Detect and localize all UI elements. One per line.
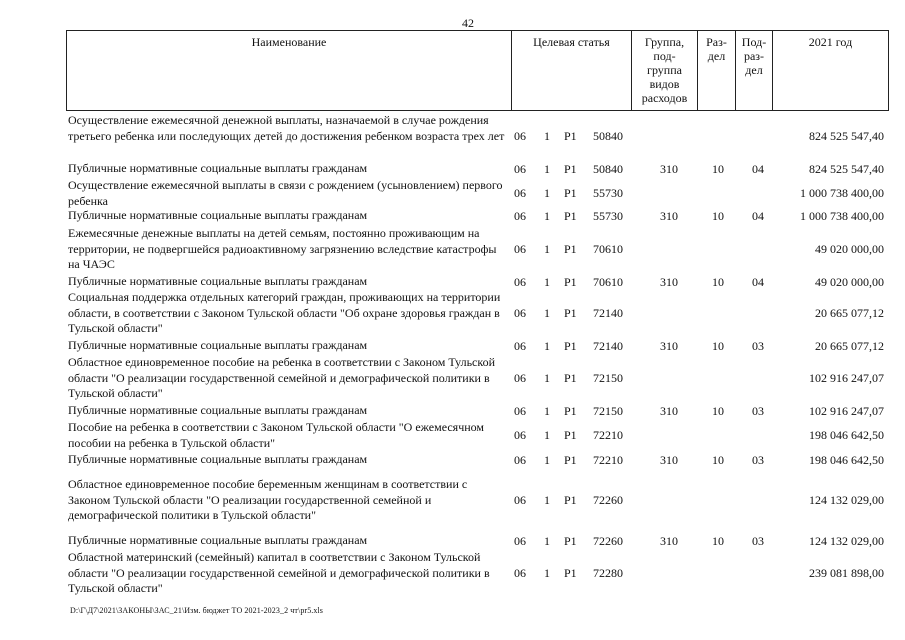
header-section xyxy=(698,31,736,110)
row-name: Публичные нормативные социальные выплаты гражданам xyxy=(68,403,368,417)
file-path-footer: D:\Г\Д7\2021\ЗАКОНЫ\ЗАС_21\Изм. бюджет ТО 2021-2023_2 чт\pr5.xls xyxy=(70,606,324,615)
row-code-program: 06 xyxy=(514,129,526,143)
header-name-label: Наименование xyxy=(251,35,327,49)
row-section: 10 xyxy=(712,161,724,176)
row-subsection: 03 xyxy=(752,338,764,353)
row-code-program: 06 xyxy=(514,533,526,548)
row-code-direction: 72260 xyxy=(593,493,623,507)
row-expense-group: 310 xyxy=(660,161,678,176)
row-code-subprogram: 1 xyxy=(544,338,550,353)
row-code-direction: 50840 xyxy=(593,161,623,176)
row-amount: 824 525 547,40 xyxy=(809,129,884,143)
table-row xyxy=(0,452,905,468)
row-code-project: P1 xyxy=(564,306,577,320)
header-section-line: Раз- xyxy=(706,35,727,49)
header-subsection xyxy=(736,31,773,110)
row-section: 10 xyxy=(712,274,724,289)
row-name: Социальная поддержка отдельных категорий граждан, проживающих на территории области, в соответствии с Законом Тульской области "Об охране здоровья граждан в Тульской области" xyxy=(68,290,501,335)
row-code-program: 06 xyxy=(514,161,526,176)
table-row xyxy=(0,161,905,177)
row-expense-group: 310 xyxy=(660,274,678,289)
row-code-subprogram: 1 xyxy=(544,208,550,223)
table-row xyxy=(0,477,905,524)
row-name: Осуществление ежемесячной денежной выплаты, назначаемой в случае рождения третьего ребенка или последующих детей до достижения ребенком возраста трех лет xyxy=(68,113,505,143)
header-subsection-line: Под- xyxy=(741,35,767,49)
row-code-direction: 72150 xyxy=(593,403,623,418)
row-name: Осуществление ежемесячной выплаты в связи с рождением (усыновлением) первого ребенка xyxy=(68,178,503,208)
table-row xyxy=(0,403,905,419)
row-code-project: P1 xyxy=(564,208,577,223)
header-name xyxy=(67,31,512,110)
row-amount: 20 665 077,12 xyxy=(815,338,884,353)
row-name: Областной материнский (семейный) капитал в соответствии с Законом Тульской области "О реализации государственной семейной и демографической политики в Тульской области" xyxy=(68,550,490,595)
row-code-direction: 70610 xyxy=(593,274,623,289)
row-name: Публичные нормативные социальные выплаты гражданам xyxy=(68,533,368,547)
header-subsection-line: раз- xyxy=(743,49,765,63)
row-code-subprogram: 1 xyxy=(544,242,550,256)
row-name: Публичные нормативные социальные выплаты гражданам xyxy=(68,208,368,222)
header-section-line: дел xyxy=(707,49,726,63)
row-code-direction: 50840 xyxy=(593,129,623,143)
header-group-line: группа xyxy=(647,63,682,77)
row-code-project: P1 xyxy=(564,428,577,442)
table-row xyxy=(0,533,905,549)
row-name: Областное единовременное пособие на ребенка в соответствии с Законом Тульской области "О реализации государственной семейной и демографической политики в Тульской области" xyxy=(68,355,496,400)
row-subsection: 03 xyxy=(752,403,764,418)
table-row xyxy=(0,420,905,451)
row-expense-group: 310 xyxy=(660,403,678,418)
row-amount: 124 132 029,00 xyxy=(809,493,884,507)
row-subsection: 04 xyxy=(752,274,764,289)
row-code-program: 06 xyxy=(514,242,526,256)
row-expense-group: 310 xyxy=(660,208,678,223)
header-subsection-line: дел xyxy=(745,63,763,77)
row-code-direction: 55730 xyxy=(593,208,623,223)
row-code-program: 06 xyxy=(514,452,526,467)
row-code-program: 06 xyxy=(514,306,526,320)
row-amount: 824 525 547,40 xyxy=(809,161,884,176)
row-code-subprogram: 1 xyxy=(544,566,550,580)
row-code-program: 06 xyxy=(514,208,526,223)
row-code-direction: 72140 xyxy=(593,306,623,320)
header-group-line: под- xyxy=(653,49,676,63)
row-code-subprogram: 1 xyxy=(544,129,550,143)
row-amount: 102 916 247,07 xyxy=(809,371,884,385)
row-code-project: P1 xyxy=(564,161,577,176)
row-name: Публичные нормативные социальные выплаты гражданам xyxy=(68,274,368,288)
row-amount: 20 665 077,12 xyxy=(815,306,884,320)
row-amount: 198 046 642,50 xyxy=(809,428,884,442)
row-code-direction: 72210 xyxy=(593,428,623,442)
row-code-program: 06 xyxy=(514,566,526,580)
row-code-subprogram: 1 xyxy=(544,161,550,176)
header-group-line: Группа, xyxy=(644,35,685,49)
header-group-line: видов xyxy=(649,77,680,91)
row-code-program: 06 xyxy=(514,493,526,507)
row-section: 10 xyxy=(712,533,724,548)
row-name: Публичные нормативные социальные выплаты гражданам xyxy=(68,452,368,466)
row-amount: 239 081 898,00 xyxy=(809,566,884,580)
row-subsection: 04 xyxy=(752,161,764,176)
row-code-project: P1 xyxy=(564,533,577,548)
row-amount: 198 046 642,50 xyxy=(809,452,884,467)
table-row xyxy=(0,338,905,354)
row-code-project: P1 xyxy=(564,403,577,418)
table-row xyxy=(0,274,905,290)
row-code-project: P1 xyxy=(564,493,577,507)
table-row xyxy=(0,178,905,209)
header-group-line: расходов xyxy=(641,91,688,105)
row-code-direction: 72210 xyxy=(593,452,623,467)
row-code-project: P1 xyxy=(564,242,577,256)
row-code-project: P1 xyxy=(564,566,577,580)
row-section: 10 xyxy=(712,403,724,418)
header-group xyxy=(632,31,698,110)
row-code-subprogram: 1 xyxy=(544,533,550,548)
row-name: Публичные нормативные социальные выплаты гражданам xyxy=(68,161,368,175)
row-code-project: P1 xyxy=(564,371,577,385)
row-code-direction: 72280 xyxy=(593,566,623,580)
row-code-subprogram: 1 xyxy=(544,186,550,200)
row-code-subprogram: 1 xyxy=(544,306,550,320)
header-year xyxy=(773,31,889,110)
row-code-direction: 72140 xyxy=(593,338,623,353)
row-code-project: P1 xyxy=(564,186,577,200)
row-code-direction: 70610 xyxy=(593,242,623,256)
page-number: 42 xyxy=(462,16,474,30)
row-amount: 1 000 738 400,00 xyxy=(800,208,884,223)
table-row xyxy=(0,355,905,402)
table-row xyxy=(0,208,905,224)
row-code-subprogram: 1 xyxy=(544,403,550,418)
row-code-program: 06 xyxy=(514,428,526,442)
row-subsection: 04 xyxy=(752,208,764,223)
row-expense-group: 310 xyxy=(660,338,678,353)
row-name: Пособие на ребенка в соответствии с Законом Тульской области "О ежемесячном пособии на ребенка в Тульской области" xyxy=(68,420,485,450)
row-code-project: P1 xyxy=(564,452,577,467)
row-subsection: 03 xyxy=(752,452,764,467)
row-expense-group: 310 xyxy=(660,452,678,467)
row-code-direction: 55730 xyxy=(593,186,623,200)
row-code-program: 06 xyxy=(514,371,526,385)
table-row xyxy=(0,290,905,337)
row-amount: 1 000 738 400,00 xyxy=(800,186,884,200)
row-code-project: P1 xyxy=(564,129,577,143)
row-name: Ежемесячные денежные выплаты на детей семьям, постоянно проживающим на территории, не подвергшейся радиоактивному загрязнению вследствие катастрофы на ЧАЭС xyxy=(68,226,497,271)
row-code-program: 06 xyxy=(514,403,526,418)
table-row xyxy=(0,113,905,160)
row-amount: 49 020 000,00 xyxy=(815,242,884,256)
row-section: 10 xyxy=(712,452,724,467)
row-amount: 49 020 000,00 xyxy=(815,274,884,289)
table-row xyxy=(0,226,905,273)
row-code-project: P1 xyxy=(564,338,577,353)
row-code-subprogram: 1 xyxy=(544,371,550,385)
row-code-subprogram: 1 xyxy=(544,428,550,442)
table-row xyxy=(0,550,905,597)
row-code-direction: 72260 xyxy=(593,533,623,548)
row-code-subprogram: 1 xyxy=(544,452,550,467)
row-subsection: 03 xyxy=(752,533,764,548)
row-section: 10 xyxy=(712,338,724,353)
row-code-direction: 72150 xyxy=(593,371,623,385)
row-code-subprogram: 1 xyxy=(544,493,550,507)
row-name: Областное единовременное пособие беременным женщинам в соответствии с Законом Тульской области "О реализации государственной семейной и демографической политики в Тульской области" xyxy=(68,477,468,522)
header-target xyxy=(512,31,632,110)
row-section: 10 xyxy=(712,208,724,223)
table-header xyxy=(66,30,889,111)
header-target-label: Целевая статья xyxy=(533,35,610,49)
row-name: Публичные нормативные социальные выплаты гражданам xyxy=(68,338,368,352)
row-code-program: 06 xyxy=(514,274,526,289)
row-code-project: P1 xyxy=(564,274,577,289)
row-amount: 124 132 029,00 xyxy=(809,533,884,548)
row-code-program: 06 xyxy=(514,186,526,200)
header-year-label: 2021 год xyxy=(808,35,853,49)
row-code-subprogram: 1 xyxy=(544,274,550,289)
row-expense-group: 310 xyxy=(660,533,678,548)
row-amount: 102 916 247,07 xyxy=(809,403,884,418)
row-code-program: 06 xyxy=(514,338,526,353)
